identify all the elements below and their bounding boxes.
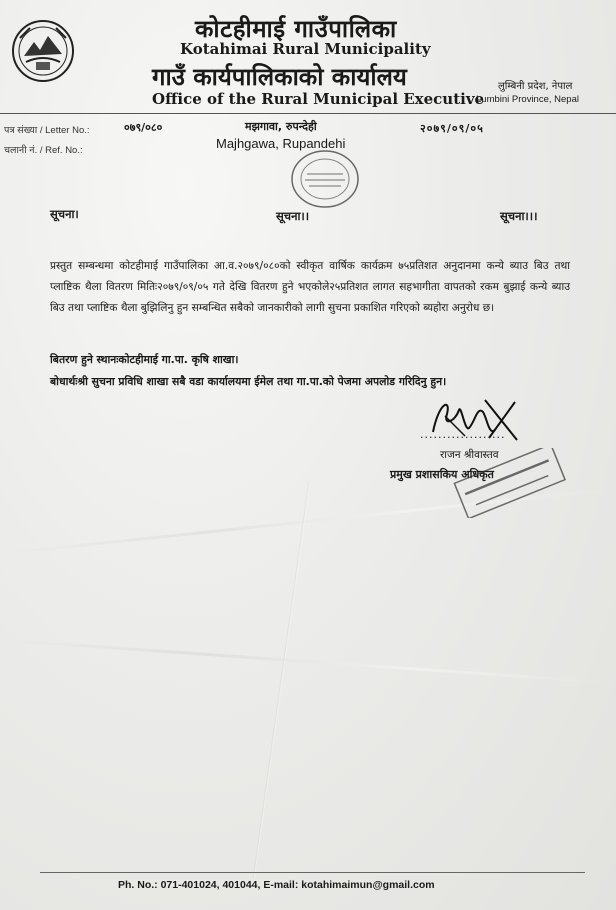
address-np: मझगावा, रुपन्देही	[245, 120, 317, 133]
notice-heading-left: सूचना।	[50, 207, 79, 221]
notice-body-paragraph: प्रस्तुत सम्बन्धमा कोटहीमाई गाउँपालिका आ.व.२०७९/०८०को स्वीकृत वार्षिक कार्यक्रम ७५प्रतिशत अनुदानमा कन्ये ब्याउ बिउ तथा प्लाष्टिक थैला वितरण मितिः२०७९/०९/०५ गते देखि वितरण हुने भएकोले२५प्रतिशत लागत सहभागीता वापतको रकम बुझाई कन्ये ब्याउ बिउ तथा प्लाष्टिक थैला बुझिलिनु हुन सम्बन्धित सबैको जानकारीको लागी सुचना प्रकाशित गरिएको ब्यहोरा अनुरोध छ।	[50, 260, 570, 314]
signatory-name: राजन श्रीवास्तव	[440, 449, 499, 461]
ref-no-label: चलानी नं. / Ref. No.:	[4, 145, 83, 156]
letter-no-label: पत्र संख्या / Letter No.:	[4, 125, 90, 136]
municipality-title-en: Kotahimai Rural Municipality	[180, 40, 431, 58]
office-stamp-icon	[289, 148, 361, 210]
header-divider	[0, 113, 616, 114]
information-line: बोधार्थःश्री सुचना प्रविधि शाखा सबै वडा कार्यालयमा ईमेल तथा गा.पा.को पेजमा अपलोड गरिदिनु हुन।	[50, 375, 447, 388]
municipality-title-np: कोटहीमाई गाउँपालिका	[195, 15, 397, 43]
letter-date: २०७९/०९/०५	[420, 122, 484, 135]
footer-divider	[40, 872, 585, 873]
office-title-np: गाउँ कार्यपालिकाको कार्यालय	[152, 63, 407, 91]
province-en: Lumbini Province, Nepal	[476, 94, 579, 105]
notice-heading-right: सूचना।।।	[500, 209, 538, 223]
footer-contact: Ph. No.: 071-401024, 401044, E-mail: kotahimaimun@gmail.com	[118, 879, 435, 891]
distribution-location: बितरण हुने स्थानःकोटहीमाई गा.पा. कृषि शाखा।	[50, 353, 239, 366]
notice-heading-center: सूचना।।	[276, 209, 310, 223]
address-en: Majhgawa, Rupandehi	[216, 136, 346, 151]
province-np: लुम्बिनी प्रदेश, नेपाल	[498, 81, 573, 92]
signatory-designation: प्रमुख प्रशासकिय अधिकृत	[390, 468, 494, 481]
letter-no-value: ०७९/०८०	[124, 121, 163, 134]
municipality-emblem-icon	[10, 18, 76, 84]
name-stamp-icon	[440, 448, 572, 518]
signature-line: ...................	[420, 428, 506, 441]
office-title-en: Office of the Rural Municipal Executive	[152, 90, 485, 108]
